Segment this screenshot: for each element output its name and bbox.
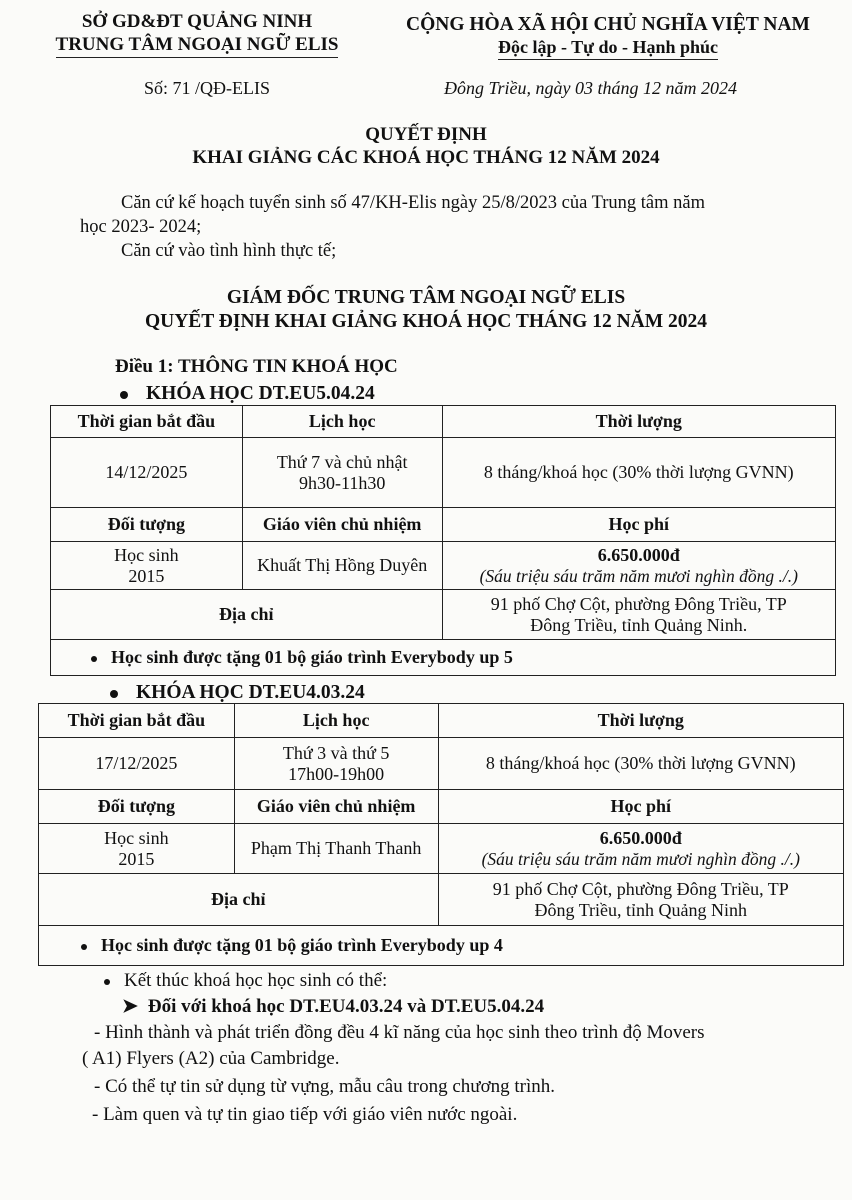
course-2-heading: KHÓA HỌC DT.EU4.03.24 xyxy=(110,682,365,704)
duration-header: Thời lượng xyxy=(442,406,835,438)
address-header: Địa chỉ xyxy=(51,590,443,640)
address-value: 91 phố Chợ Cột, phường Đông Triều, TP Đông Triều, tỉnh Quảng Ninh. xyxy=(442,590,835,640)
outcome-3: - Làm quen và tự tin giao tiếp với giáo viên nước ngoài. xyxy=(92,1104,518,1125)
course-1-heading: KHÓA HỌC DT.EU5.04.24 xyxy=(120,383,375,405)
outcome-1-line-1: - Hình thành và phát triển đồng đều 4 kĩ năng của học sinh theo trình độ Movers xyxy=(94,1022,705,1043)
address-header: Địa chỉ xyxy=(39,874,439,926)
start-date: 14/12/2025 xyxy=(51,438,243,508)
place-and-date: Đông Triều, ngày 03 tháng 12 năm 2024 xyxy=(444,78,738,98)
target-header: Đối tượng xyxy=(39,790,235,824)
national-motto-block xyxy=(388,14,828,60)
schedule-header: Lịch học xyxy=(234,704,438,738)
gift-note: Học sinh được tặng 01 bộ giáo trình Everybody up 5 xyxy=(51,640,836,676)
motto: Độc lập - Tự do - Hạnh phúc xyxy=(388,36,828,60)
course-2-table xyxy=(38,703,844,966)
fee-cell: 6.650.000đ (Sáu triệu sáu trăm năm mươi nghìn đồng ./.) xyxy=(438,824,843,874)
schedule-header: Lịch học xyxy=(242,406,442,438)
document-title: QUYẾT ĐỊNH xyxy=(365,124,487,145)
schedule-cell: Thứ 7 và chủ nhật 9h30-11h30 xyxy=(242,438,442,508)
outcome-2: - Có thể tự tin sử dụng từ vựng, mẫu câu trong chương trình. xyxy=(94,1076,556,1097)
fee-cell: 6.650.000đ (Sáu triệu sáu trăm năm mươi nghìn đồng ./.) xyxy=(442,542,835,590)
target-value: Học sinh 2015 xyxy=(51,542,243,590)
target-header: Đối tượng xyxy=(51,508,243,542)
arrow-bullet-icon: ➤ xyxy=(122,996,138,1017)
bullet-icon xyxy=(110,690,118,698)
teacher-name: Khuất Thị Hồng Duyên xyxy=(242,542,442,590)
outcomes-intro: Kết thúc khoá học học sinh có thể: xyxy=(104,968,387,994)
gift-note: Học sinh được tặng 01 bộ giáo trình Everybody up 4 xyxy=(39,926,844,966)
basis-2: Căn cứ vào tình hình thực tế; xyxy=(121,241,337,261)
fee-header: Học phí xyxy=(438,790,843,824)
center-name: TRUNG TÂM NGOẠI NGỮ ELIS xyxy=(42,33,352,58)
teacher-header: Giáo viên chủ nhiệm xyxy=(234,790,438,824)
fee-header: Học phí xyxy=(442,508,835,542)
outcome-1-line-2: ( A1) Flyers (A2) của Cambridge. xyxy=(82,1048,340,1069)
outcomes-subheading: ➤ Đối với khoá học DT.EU4.03.24 và DT.EU5.04.24 xyxy=(122,996,545,1017)
nation-name: CỘNG HÒA XÃ HỘI CHỦ NGHĨA VIỆT NAM xyxy=(406,14,810,35)
director-line: GIÁM ĐỐC TRUNG TÂM NGOẠI NGỮ ELIS xyxy=(226,287,626,308)
issuing-agency-block xyxy=(42,10,352,58)
duration-header: Thời lượng xyxy=(438,704,843,738)
teacher-header: Giáo viên chủ nhiệm xyxy=(242,508,442,542)
basis-1-line-2: học 2023- 2024; xyxy=(80,217,202,237)
schedule-cell: Thứ 3 và thứ 5 17h00-19h00 xyxy=(234,738,438,790)
basis-1-line-1: Căn cứ kế hoạch tuyển sinh số 47/KH-Elis ngày 25/8/2023 của Trung tâm năm xyxy=(121,193,705,213)
duration-value: 8 tháng/khoá học (30% thời lượng GVNN) xyxy=(438,738,843,790)
bullet-icon xyxy=(91,656,97,662)
duration-value: 8 tháng/khoá học (30% thời lượng GVNN) xyxy=(442,438,835,508)
start-header: Thời gian bắt đầu xyxy=(51,406,243,438)
bullet-icon xyxy=(120,391,128,399)
teacher-name: Phạm Thị Thanh Thanh xyxy=(234,824,438,874)
article-1-title: Điều 1: THÔNG TIN KHOÁ HỌC xyxy=(115,356,398,377)
bullet-icon xyxy=(81,944,87,950)
parent-agency: SỞ GD&ĐT QUẢNG NINH xyxy=(81,11,313,32)
target-value: Học sinh 2015 xyxy=(39,824,235,874)
address-value: 91 phố Chợ Cột, phường Đông Triều, TP Đông Triều, tỉnh Quảng Ninh xyxy=(438,874,843,926)
start-date: 17/12/2025 xyxy=(39,738,235,790)
course-1-table xyxy=(50,405,836,676)
document-subtitle: KHAI GIẢNG CÁC KHOÁ HỌC THÁNG 12 NĂM 2024 xyxy=(192,147,660,168)
bullet-icon xyxy=(104,979,110,985)
start-header: Thời gian bắt đầu xyxy=(39,704,235,738)
document-number: Số: 71 /QĐ-ELIS xyxy=(144,78,270,98)
decision-line: QUYẾT ĐỊNH KHAI GIẢNG KHOÁ HỌC THÁNG 12 NĂM 2024 xyxy=(144,311,708,332)
